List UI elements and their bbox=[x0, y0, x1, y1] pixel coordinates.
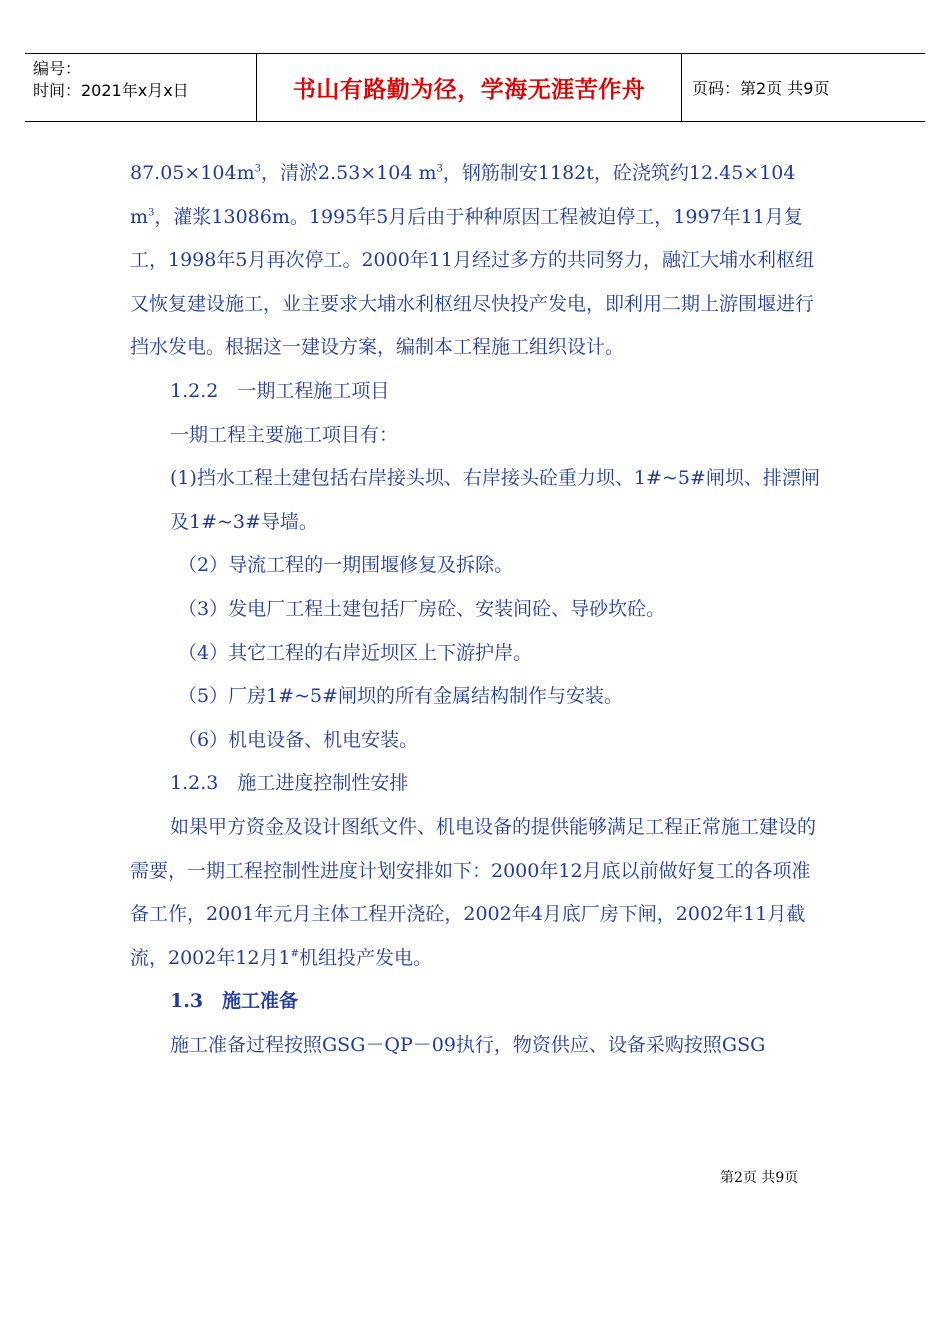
page-footer: 第2页 共9页 bbox=[720, 1170, 799, 1186]
section-heading-1-2-2: 1.2.2 一期工程施工项目 bbox=[170, 379, 390, 402]
document-number-label: 编号： bbox=[33, 59, 82, 78]
paragraph-schedule: 如果甲方资金及设计图纸文件、机电设备的提供能够满足工程正常施工建设的需要，一期工程控制性进度计划安排如下：2000年12月底以前做好复工的各项准备工作，2001年元月主体工程开浇砼，2002年4月底厂房下闸，2002年11月截流，2002年12月1#机组投产发电。 bbox=[130, 815, 817, 969]
paragraph-intro: 一期工程主要施工项目有： bbox=[170, 423, 399, 446]
section-heading-1-3: 1.3 施工准备 bbox=[170, 990, 299, 1013]
header-motto: 书山有路勤为径，学海无涯苦作舟 bbox=[257, 54, 682, 121]
page-header bbox=[25, 53, 925, 122]
document-time: 时间：2021年x月x日 bbox=[33, 81, 189, 100]
list-item: （3）发电厂工程土建包括厂房砼、安装间砼、导砂坎砼。 bbox=[178, 597, 666, 620]
header-page-info: 页码：第2页 共9页 bbox=[692, 79, 830, 98]
section-heading-1-2-3: 1.2.3 施工进度控制性安排 bbox=[170, 772, 409, 795]
list-item: （2）导流工程的一期围堰修复及拆除。 bbox=[178, 554, 514, 577]
list-item: (1)挡水工程土建包括右岸接头坝、右岸接头砼重力坝、1#~5#闸坝、排漂闸及1#~3#导墙。 bbox=[170, 467, 820, 533]
paragraph-quantities: $87.05\times 104m^3$，清淤2.53×104 $m^3$，钢筋制安1182t，砼浇筑约12.45×104 $m^3$，灌浆13086m。1995年5月后由于种种原因工程被迫停工，1997年11月复工，1998年5月再次停工。2000年11月经过多方的共同努力，融江大埔水利枢纽又恢复建设施工，业主要求大埔水利枢纽尽快投产发电，即利用二期上游围堰进行挡水发电。根据这一建设方案，编制本工程施工组织设计。 bbox=[130, 162, 815, 359]
header-meta bbox=[25, 54, 257, 121]
document-body bbox=[130, 152, 822, 1067]
paragraph-preparation: 施工准备过程按照GSG－QP－09执行，物资供应、设备采购按照GSG bbox=[170, 1033, 766, 1056]
list-item: （5）厂房1#~5#闸坝的所有金属结构制作与安装。 bbox=[178, 685, 624, 708]
list-item: （4）其它工程的右岸近坝区上下游护岸。 bbox=[178, 641, 533, 664]
list-item: （6）机电设备、机电安装。 bbox=[178, 728, 419, 751]
